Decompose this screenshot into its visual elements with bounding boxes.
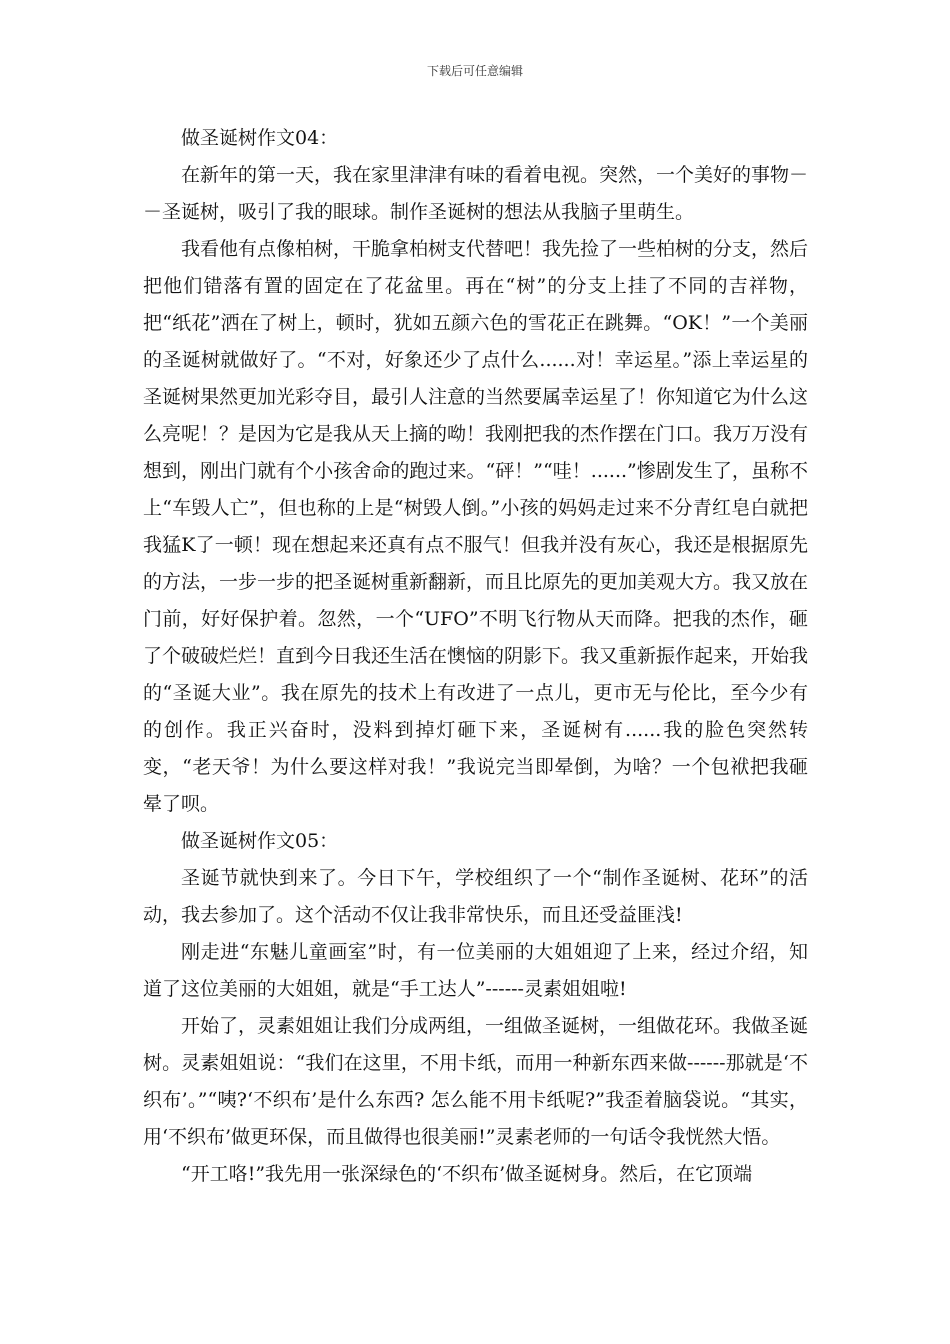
section-title-05: 做圣诞树作文05：: [181, 830, 339, 852]
paragraph: 圣诞节就快到来了。今日下午，学校组织了一个“制作圣诞树、花环”的活动，我去参加了。这个活动不仅让我非常快乐，而且还受益匪浅!: [143, 867, 808, 926]
document-body: [143, 120, 808, 1193]
page-header: 下载后可任意编辑: [426, 64, 523, 78]
paragraph: 我看他有点像柏树，干脆拿柏树支代替吧！我先捡了一些柏树的分支，然后把他们错落有置的固定在了花盆里。再在“树”的分支上挂了不同的吉祥物，把“纸花”洒在了树上，顿时，犹如五颜六色的雪花正在跳舞。“OK！”一个美丽的圣诞树就做好了。“不对，好象还少了点什么......对！幸运星。”添上幸运星的圣诞树果然更加光彩夺目，最引人注意的当然要属幸运星了！你知道它为什么这么亮呢！？是因为它是我从天上摘的呦！我刚把我的杰作摆在门口。我万万没有想到，刚出门就有个小孩舍命的跑过来。“砰！”“哇！......”惨剧发生了，虽称不上“车毁人亡”，但也称的上是“树毁人倒。”小孩的妈妈走过来不分青红皂白就把我猛K了一顿！现在想起来还真有点不服气！但我并没有灰心，我还是根据原先的方法，一步一步的把圣诞树重新翻新，而且比原先的更加美观大方。我又放在门前，好好保护着。忽然，一个“UFO”不明飞行物从天而降。把我的杰作，砸了个破破烂烂！直到今日我还生活在懊恼的阴影下。我又重新振作起来，开始我的“圣诞大业”。我在原先的技术上有改进了一点儿，更市无与伦比，至今少有的创作。我正兴奋时，没料到掉灯砸下来，圣诞树有......我的脸色突然转变，“老天爷！为什么要这样对我！”我说完当即晕倒，为啥？一个包袱把我砸晕了呗。: [143, 238, 809, 815]
paragraph: 在新年的第一天，我在家里津津有味的看着电视。突然，一个美好的事物－－圣诞树，吸引了我的眼球。制作圣诞树的想法从我脑子里萌生。: [143, 164, 809, 223]
paragraph: 开始了，灵素姐姐让我们分成两组，一组做圣诞树，一组做花环。我做圣诞树。灵素姐姐说：“我们在这里，不用卡纸，而用一种新东西来做------那就是‘不织布’。”“咦?‘不织布’是什么东西? 怎么能不用卡纸呢?”我歪着脑袋说。“其实，用‘不织布’做更环保，而且做得也很美丽!”灵素老师的一句话令我恍然大悟。: [143, 1015, 809, 1148]
paragraph: “开工咯!”我先用一张深绿色的‘不织布’做圣诞树身。然后，在它顶端: [181, 1163, 753, 1185]
section-title-04: 做圣诞树作文04：: [181, 127, 339, 149]
paragraph: 刚走进“东魅儿童画室”时，有一位美丽的大姐姐迎了上来，经过介绍，知道了这位美丽的大姐姐，就是“手工达人”------灵素姐姐啦!: [143, 941, 808, 1000]
